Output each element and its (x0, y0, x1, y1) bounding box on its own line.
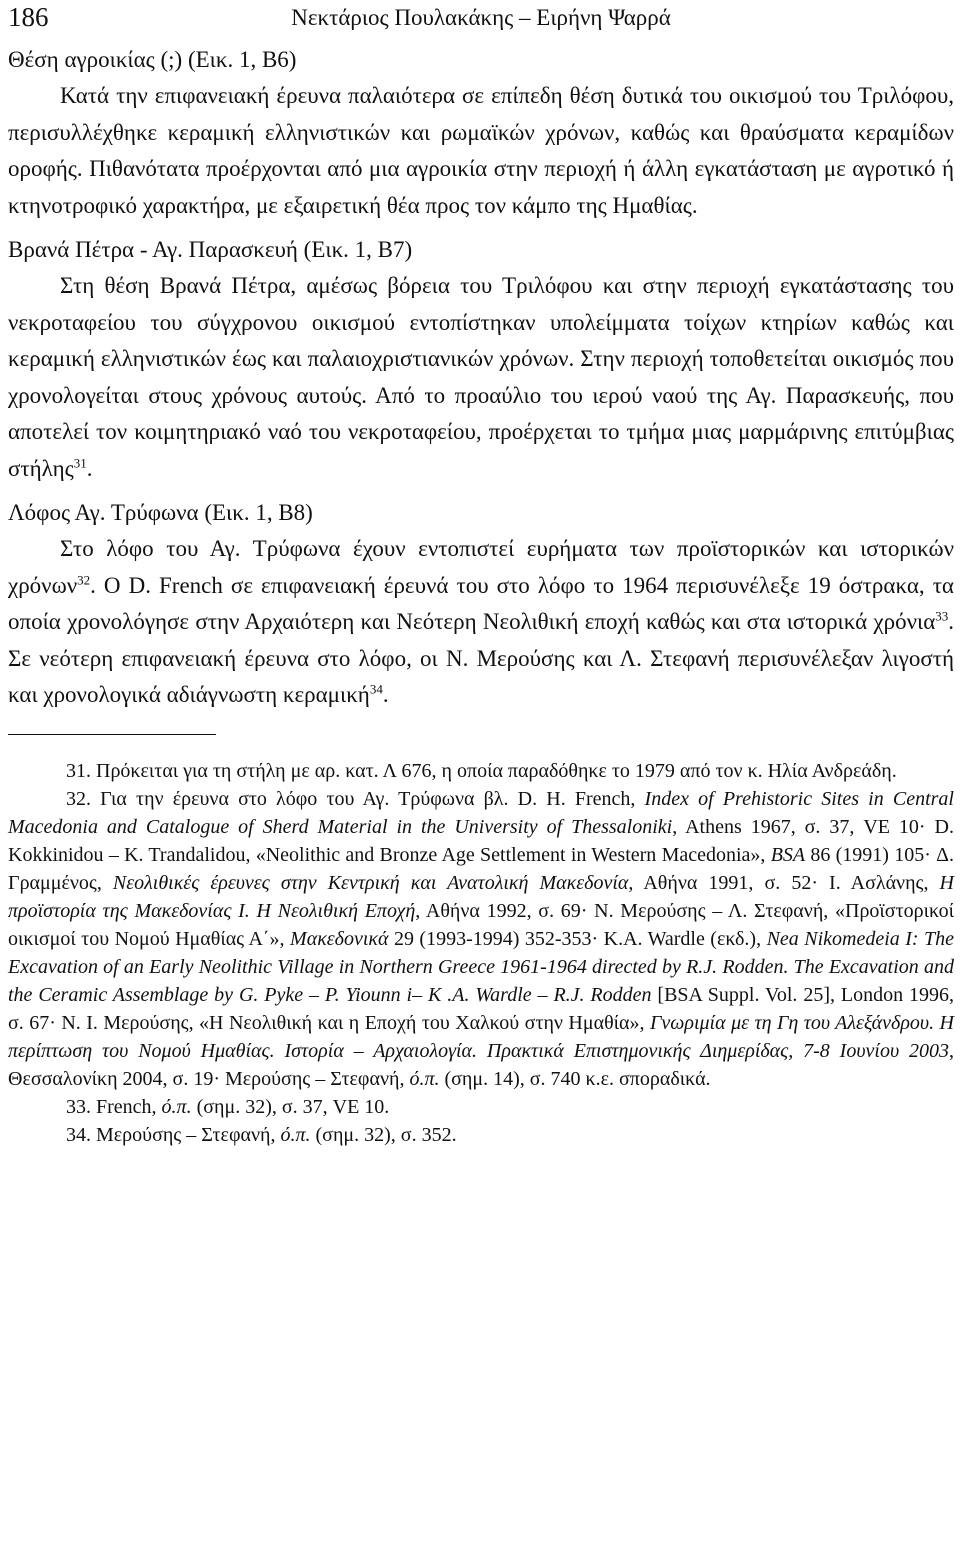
section-paragraph (8, 268, 954, 487)
footnote-text: 34. Μερούσης – Στεφανή, (66, 1123, 281, 1146)
footnote-title: Μακεδονικά (290, 927, 389, 950)
page-number: 186 (8, 2, 49, 32)
footnote-divider (8, 734, 216, 735)
footnote-title: Η προϊστορία της Μακεδονίας Ι. Η Νεολιθική Εποχή (8, 871, 954, 922)
footnote-text: 86 (1991) 105· Δ. Γραμμένος, (8, 843, 955, 894)
footnote-31: 31. Πρόκειται για τη στήλη με αρ. κατ. Λ 676, η οποία παραδόθηκε το 1979 από τον κ. Ηλία Ανδρεάδη. (66, 759, 897, 782)
footnote-text: 29 (1993-1994) 352-353· K.A. Wardle (εκδ.), (388, 927, 767, 950)
section-title: Λόφος Αγ. Τρύφωνα (Εικ. 1, Β8) (8, 500, 313, 525)
footnote-ref-33[interactable]: 33 (935, 608, 949, 624)
footnote-text: (σημ. 32), σ. 37, VE 10. (191, 1095, 390, 1118)
section-title: Θέση αγροικίας (;) (Εικ. 1, Β6) (8, 47, 297, 72)
paragraph-text: Στη θέση Βρανά Πέτρα, αμέσως βόρεια του Τριλόφου και στην περιοχή εγκατάστασης του νεκροταφείου του σύγχρονου οικισμού εντοπίστηκαν υπολείμματα τοίχων κτηρίων καθώς και κεραμική ελληνιστικών έως και παλαιοχριστιανικών χρόνων. Στην περιοχή τοποθετείται οικισμός που χρονολογείται στους χρόνους αυτούς. Από το προαύλιο του ιερού ναού της Αγ. Παρασκευής, που αποτελεί τον κοιμητηριακό ναό του νεκροταφείου, προέρχεται το τμήμα μιας μαρμάρινης επιτύμβιας στήλης (8, 273, 954, 481)
footnote-text: (σημ. 14), σ. 740 κ.ε. σποραδικά. (439, 1067, 711, 1090)
footnotes (8, 757, 954, 1149)
footnote-title: ό.π. (409, 1067, 440, 1090)
section-paragraph (8, 531, 954, 714)
page-header (8, 0, 954, 42)
section-paragraph: Κατά την επιφανειακή έρευνα παλαιότερα σε επίπεδη θέση δυτικά του οικισμού του Τριλόφου, περισυλλέχθηκε κεραμική ελληνιστικών και ρωμαϊκών χρόνων, καθώς και θραύσματα κεραμίδων οροφής. Πιθανότατα προέρχονται από μια αγροικία στην περιοχή ή άλλη εγκατάσταση με αγροτικό ή κτηνοτροφικό χαρακτήρα, με εξαιρετική θέα προς τον κάμπο της Ημαθίας. (8, 83, 954, 218)
footnote-text: [BSA Suppl. Vol. 25], London 1996, σ. 67· Ν. Ι. Μερούσης, «Η Νεολιθική και η Εποχή του Χαλκού στην Ημαθία», (8, 983, 954, 1034)
footnote-title: ό.π. (280, 1123, 311, 1146)
paragraph-text: . Σε νεότερη επιφανειακή έρευνα στο λόφο, οι Ν. Μερούσης και Λ. Στεφανή περισυνέλεξαν λιγοστή και χρονολογικά αδιάγνωστη κεραμική (8, 609, 954, 707)
footnote-title: Index of Prehistoric Sites in Central Macedonia and Catalogue of Sherd Material in the University of Thessaloniki (8, 787, 954, 838)
footnote-34 (8, 1121, 954, 1149)
footnote-text: , Athens 1967, σ. 37, VE 10· D. Kokkinidou – K. Trandalidou, «Neolithic and Bronze Age Settlement in Western Macedonia», (8, 815, 954, 866)
footnote-title: Νεολιθικές έρευνες στην Κεντρική και Ανατολική Μακεδονία (112, 871, 629, 894)
footnote-title: Nea Nikomedeia I: The Excavation of an Early Neolithic Village in Northern Greece 1961-1964 directed by R.J. Rodden. The Excavation and the Ceramic Assemblage by G. Pyke – P. Yiounn i– K .A. Wardle – R.J. Rodden (8, 927, 954, 1006)
footnote-ref-32[interactable]: 32 (77, 571, 91, 587)
footnote-text: 33. French, (66, 1095, 162, 1118)
footnote-title: BSA (770, 843, 806, 866)
footnote-text: , Αθήνα 1992, σ. 69· Ν. Μερούσης – Λ. Στεφανή, «Προϊστορικοί οικισμοί του Νομού Ημαθίας Α΄», (8, 899, 955, 950)
section-vrana-petra (8, 232, 954, 487)
footnote-text: , Αθήνα 1991, σ. 52· Ι. Ασλάνης, (628, 871, 940, 894)
footnote-33 (8, 1093, 954, 1121)
footnote-ref-34[interactable]: 34 (369, 681, 383, 697)
footnote-32 (8, 785, 954, 1093)
footnote-title: Γνωριμία με τη Γη του Αλεξάνδρου. Η περίπτωση του Νομού Ημαθίας. Ιστορία – Αρχαιολογία. Πρακτικά Επιστημονικής Διημερίδας, 7-8 Ιουνίου 2003 (8, 1011, 955, 1062)
footnote-text: 32. Για την έρευνα στο λόφο του Αγ. Τρύφωνα βλ. D. H. French, (66, 787, 645, 810)
footnote-text: , Θεσσαλονίκη 2004, σ. 19· Μερούσης – Στεφανή, (8, 1039, 954, 1090)
footnote-title: ό.π. (161, 1095, 192, 1118)
section-lofos-trifona (8, 495, 954, 714)
footnote-text: (σημ. 32), σ. 352. (310, 1123, 457, 1146)
paragraph-end: . (86, 455, 93, 481)
paragraph-end: . (382, 682, 389, 707)
footnote-ref-31[interactable]: 31 (73, 454, 87, 470)
document-page (8, 0, 954, 1149)
paragraph-text: . Ο D. French σε επιφανειακή έρευνά του στο λόφο το 1964 περισυνέλεξε 19 όστρακα, τα οποία χρονολόγησε στην Αρχαιότερη και Νεότερη Νεολιθική εποχή καθώς και στα ιστορικά χρόνια (8, 572, 954, 634)
section-agroikia (8, 42, 954, 224)
paragraph-text: Στο λόφο του Αγ. Τρύφωνα έχουν εντοπιστεί ευρήματα των προϊστορικών και ιστορικών χρόνων (8, 536, 954, 598)
running-head: Νεκτάριος Πουλακάκης – Ειρήνη Ψαρρά (291, 5, 671, 30)
section-title: Βρανά Πέτρα - Αγ. Παρασκευή (Εικ. 1, Β7) (8, 237, 413, 262)
